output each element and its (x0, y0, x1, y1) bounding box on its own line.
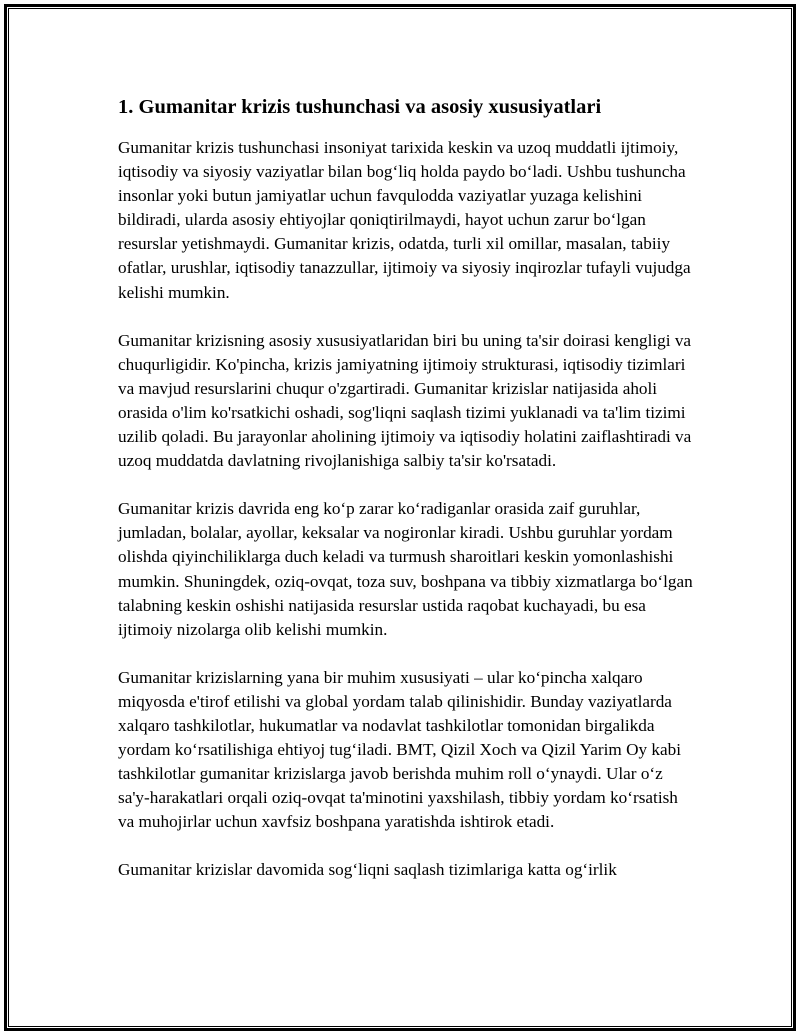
paragraph-1: Gumanitar krizis tushunchasi insoniyat tarixida keskin va uzoq muddatli ijtimoiy, iqtisodiy va siyosiy vaziyatlar bilan bog‘liq holda paydo bo‘ladi. Ushbu tushuncha insonlar yoki butun jamiyatlar uchun favqulodda vaziyatlar yuzaga kelishini bildiradi, ularda asosiy ehtiyojlar qoniqtirilmaydi, hayot uchun zarur bo‘lgan resurslar yetishmaydi. Gumanitar krizis, odatda, turli xil omillar, masalan, tabiiy ofatlar, urushlar, iqtisodiy tanazzullar, ijtimoiy va siyosiy inqirozlar tufayli vujudga kelishi mumkin. (118, 138, 691, 302)
paragraph-3: Gumanitar krizis davrida eng ko‘p zarar ko‘radiganlar orasida zaif guruhlar, jumladan, bolalar, ayollar, keksalar va nogironlar kiradi. Ushbu guruhlar yordam olishda qiyinchiliklarga duch keladi va turmush sharoitlari keskin yomonlashishi mumkin. Shuningdek, oziq-ovqat, toza suv, boshpana va tibbiy xizmatlarga bo‘lgan talabning keskin oshishi natijasida resurslar ustida raqobat kuchayadi, bu esa ijtimoiy nizolarga olib kelishi mumkin. (118, 499, 693, 639)
paragraph-5: Gumanitar krizislar davomida sog‘liqni saqlash tizimlariga katta og‘irlik (118, 860, 617, 880)
paragraph-4: Gumanitar krizislarning yana bir muhim xususiyati – ular ko‘pincha xalqaro miqyosda e'tirof etilishi va global yordam talab qilinishidir. Bunday vaziyatlarda xalqaro tashkilotlar, hukumatlar va nodavlat tashkilotlar tomonidan birgalikda yordam ko‘rsatilishiga ehtiyoj tug‘iladi. BMT, Qizil Xoch va Qizil Yarim Oy kabi tashkilotlar gumanitar krizislarga javob berishda muhim roll o‘ynaydi. Ular o‘z sa'y-harakatlari orqali oziq-ovqat ta'minotini yaxshilash, tibbiy yordam ko‘rsatish va muhojirlar uchun xavfsiz boshpana yaratishda ishtirok etadi. (118, 667, 681, 832)
document-body (118, 92, 693, 907)
paragraph-2: Gumanitar krizisning asosiy xususiyatlaridan biri bu uning ta'sir doirasi kengligi va chuqurligidir. Ko'pincha, krizis jamiyatning ijtimoiy strukturasi, iqtisodiy tizimlari va mavjud resurslarini chuqur o'zgartiradi. Gumanitar krizislar natijasida aholi orasida o'lim ko'rsatkichi oshadi, sog'liqni saqlash tizimi yuklanadi va ta'lim tizimi uzilib qoladi. Bu jarayonlar aholining ijtimoiy va iqtisodiy holatini zaiflashtiradi va uzoq muddatda davlatning rivojlanishiga salbiy ta'sir ko'rsatadi. (118, 330, 692, 471)
section-heading: 1. Gumanitar krizis tushunchasi va asosiy xususiyatlari (118, 96, 602, 118)
